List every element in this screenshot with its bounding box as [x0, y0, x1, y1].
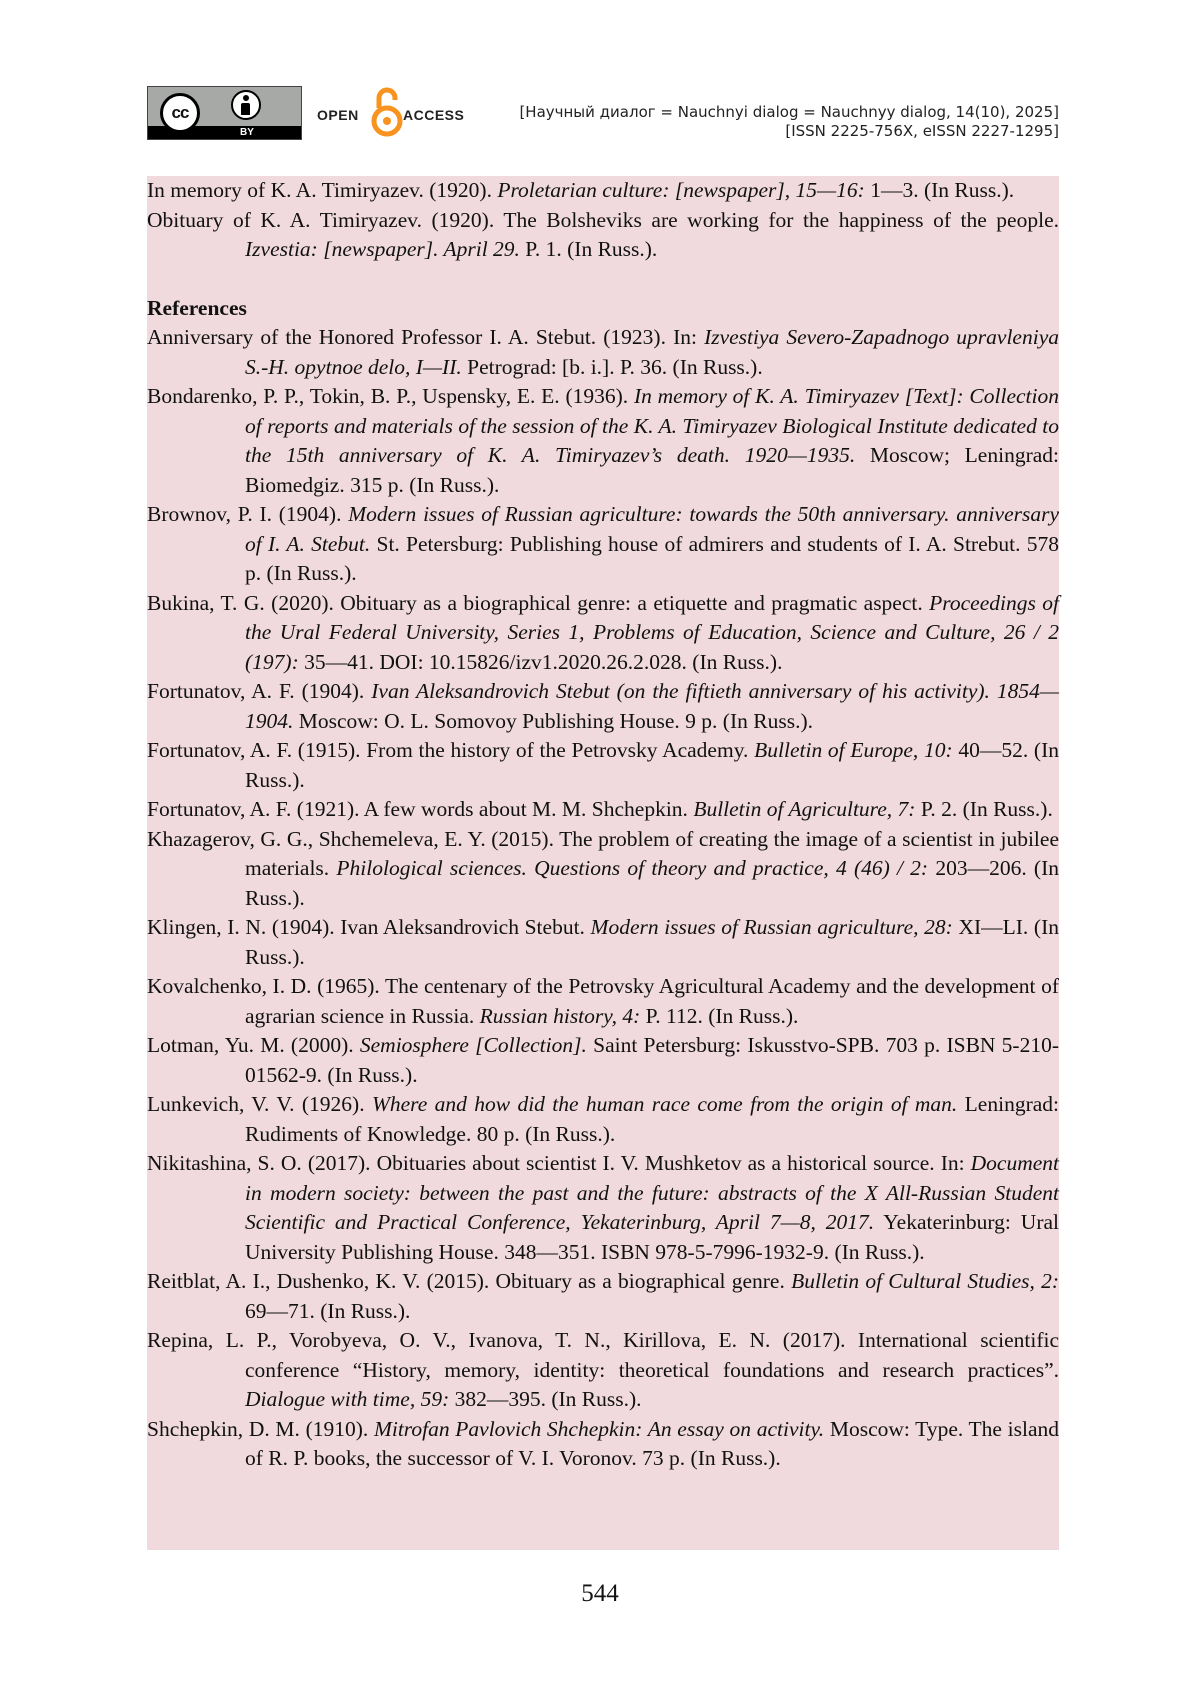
creative-commons-icon	[160, 93, 200, 133]
reference-entry	[147, 1090, 1059, 1149]
reference-entry	[147, 825, 1059, 914]
entry-text: Bukina, T. G. (2020). Obituary as a biographical genre: a etiquette and pragmatic aspect.	[147, 590, 930, 615]
entry-text: Repina, L. P., Vorobyeva, O. V., Ivanova, T. N., Kirillova, E. N. (2017). International scientific conference “History, memory, identity: theoretical foundations and research practices”.	[147, 1328, 1059, 1382]
attribution-icon	[231, 90, 261, 120]
entry-source: Bulletin of Cultural Studies, 2:	[791, 1269, 1059, 1293]
entry-details: St. Petersburg: Publishing house of admirers and students of I. A. Strebut. 578 p. (In Russ.).	[245, 531, 1059, 585]
entry-details: XI—LI. (In Russ.).	[245, 915, 1059, 969]
page-number: 544	[581, 1580, 619, 1607]
reference-entry	[147, 795, 1059, 825]
entry-details: Saint Petersburg: Iskusstvo-SPB. 703 p. ISBN 5-210-01562-9. (In Russ.).	[245, 1033, 1060, 1087]
reference-entry	[147, 1415, 1059, 1474]
entry-source: In memory of K. A. Timiryazev [Text]: Collection of reports and materials of the session of the K. A. Timiryazev Biological Institute dedicated to the 15th anniversary of K. A. Timiryazev’s death. 1920—1935.	[245, 384, 1059, 467]
entry-details: Moscow: Type. The island of R. P. books, the successor of V. I. Voronov. 73 p. (In Russ.).	[245, 1416, 1059, 1470]
cc-by-license-badge[interactable]	[147, 86, 302, 140]
entry-details: 203—206. (In Russ.).	[245, 856, 1059, 910]
entry-source: Mitrofan Pavlovich Shchepkin: An essay on activity.	[373, 1416, 825, 1441]
entry-details: P. 112. (In Russ.).	[640, 1003, 799, 1028]
entry-text: Fortunatov, A. F. (1915). From the history of the Petrovsky Academy.	[147, 738, 755, 762]
entry-source: Proceedings of the Ural Federal University, Series 1, Problems of Education, Science and Culture, 26 / 2 (197):	[245, 590, 1059, 674]
entry-details: 35—41. DOI: 10.15826/izv1.2020.26.2.028. (In Russ.).	[298, 649, 783, 674]
reference-entry	[147, 1267, 1059, 1326]
journal-title-line: [Научный диалог = Nauchnyi dialog = Nauchnyy dialog, 14(10), 2025]	[519, 103, 1059, 121]
entry-details: 40—52. (In Russ.).	[245, 738, 1059, 792]
entry-source: Semiosphere [Collection].	[359, 1033, 587, 1057]
entry-text: Kovalchenko, I. D. (1965). The centenary of the Petrovsky Agricultural Academy and the development of agrarian science in Russia.	[147, 974, 1059, 1028]
references-heading: References	[147, 295, 247, 320]
entry-text: Lunkevich, V. V. (1926).	[147, 1092, 372, 1116]
entry-source: Philological sciences. Questions of theory and practice, 4 (46) / 2:	[336, 856, 929, 880]
reference-entry	[147, 1031, 1059, 1090]
entry-text: Fortunatov, A. F. (1921). A few words about M. M. Shchepkin.	[147, 797, 694, 821]
entry-details: 382—395. (In Russ.).	[449, 1387, 642, 1411]
reference-entry	[147, 206, 1059, 265]
entry-details: P. 2. (In Russ.).	[915, 797, 1053, 821]
highlighted-content	[147, 176, 1059, 1550]
entry-text: Nikitashina, S. O. (2017). Obituaries about scientist I. V. Mushketov as a historical source. In:	[147, 1151, 971, 1175]
entry-text: Obituary of K. A. Timiryazev. (1920). The Bolsheviks are working for the happiness of the people.	[147, 207, 1059, 232]
entry-source: Document in modern society: between the past and the future: abstracts of the X All-Russian Student Scientific and Practical Conference, Yekaterinburg, April 7—8, 2017.	[245, 1151, 1059, 1234]
reference-entry	[147, 176, 1059, 206]
entry-text: Fortunatov, A. F. (1904).	[147, 679, 372, 703]
reference-entry	[147, 500, 1059, 589]
entry-source: Russian history, 4:	[479, 1003, 641, 1028]
open-access-lock-icon	[370, 86, 404, 138]
entry-details: Moscow: O. L. Somovoy Publishing House. 9 p. (In Russ.).	[293, 708, 813, 733]
reference-entry	[147, 736, 1059, 795]
page-header	[147, 86, 1059, 142]
entry-source: Dialogue with time, 59:	[245, 1387, 450, 1411]
entry-source: Ivan Aleksandrovich Stebut (on the fiftieth anniversary of his activity). 1854—1904.	[245, 679, 1059, 733]
entry-source: Proletarian culture: [newspaper], 15—16:	[497, 178, 865, 202]
access-text: ACCESS	[403, 107, 465, 123]
entry-source: Izvestiya Severo-Zapadnogo upravleniya S.-H. opytnoe delo, I—II.	[245, 325, 1059, 379]
reference-entry	[147, 589, 1059, 678]
reference-entry	[147, 1149, 1059, 1267]
entry-details: Moscow; Leningrad: Biomedgiz. 315 p. (In Russ.).	[245, 443, 1059, 497]
entry-source: Modern issues of Russian agriculture: towards the 50th anniversary. anniversary of I. A. Stebut.	[245, 502, 1060, 556]
entry-text: Bondarenko, P. P., Tokin, B. P., Uspensky, E. E. (1936).	[147, 384, 634, 408]
entry-source: Izvestia: [newspaper]. April 29.	[245, 237, 520, 261]
entry-text: Anniversary of the Honored Professor I. A. Stebut. (1923). In:	[147, 325, 705, 349]
entry-details: Yekaterinburg: Ural University Publishing House. 348—351. ISBN 978-5-7996-1932-9. (In Russ.).	[245, 1210, 1059, 1264]
entry-text: Reitblat, A. I., Dushenko, K. V. (2015). Obituary as a biographical genre.	[147, 1269, 792, 1293]
reference-entry	[147, 1326, 1059, 1415]
entry-source: Modern issues of Russian agriculture, 28:	[590, 915, 953, 939]
reference-entry	[147, 382, 1059, 500]
entry-text: Shchepkin, D. M. (1910).	[147, 1416, 374, 1441]
journal-info	[519, 103, 1059, 141]
entry-text: Brownov, P. I. (1904).	[147, 502, 349, 526]
by-text: BY	[240, 127, 254, 138]
entry-text: Klingen, I. N. (1904). Ivan Aleksandrovich Stebut.	[147, 915, 591, 939]
entry-details: P. 1. (In Russ.).	[519, 237, 658, 261]
entry-source: Where and how did the human race come from the origin of man.	[371, 1092, 958, 1116]
reference-entry	[147, 677, 1059, 736]
reference-entry	[147, 972, 1059, 1031]
entry-details: Leningrad: Rudiments of Knowledge. 80 p. (In Russ.).	[245, 1092, 1059, 1146]
reference-entry	[147, 913, 1059, 972]
entry-text: Khazagerov, G. G., Shchemeleva, E. Y. (2015). The problem of creating the image of a scientist in jubilee materials.	[147, 826, 1059, 880]
cc-text: cc	[171, 103, 189, 122]
references-list	[147, 323, 1059, 1474]
entry-details: 69—71. (In Russ.).	[245, 1298, 411, 1323]
top-entries-list	[147, 176, 1059, 265]
reference-entry	[147, 323, 1059, 382]
entry-details: Petrograd: [b. i.]. P. 36. (In Russ.).	[461, 354, 763, 379]
entry-details: 1—3. (In Russ.).	[864, 178, 1015, 202]
open-text: OPEN	[317, 107, 359, 123]
entry-source: Bulletin of Agriculture, 7:	[693, 797, 916, 821]
open-access-logo	[317, 86, 477, 140]
journal-issn-line: [ISSN 2225-756X, eISSN 2227-1295]	[785, 122, 1059, 140]
entry-source: Bulletin of Europe, 10:	[754, 738, 953, 762]
entry-text: Lotman, Yu. M. (2000).	[147, 1033, 360, 1057]
entry-text: In memory of K. A. Timiryazev. (1920).	[147, 178, 498, 202]
